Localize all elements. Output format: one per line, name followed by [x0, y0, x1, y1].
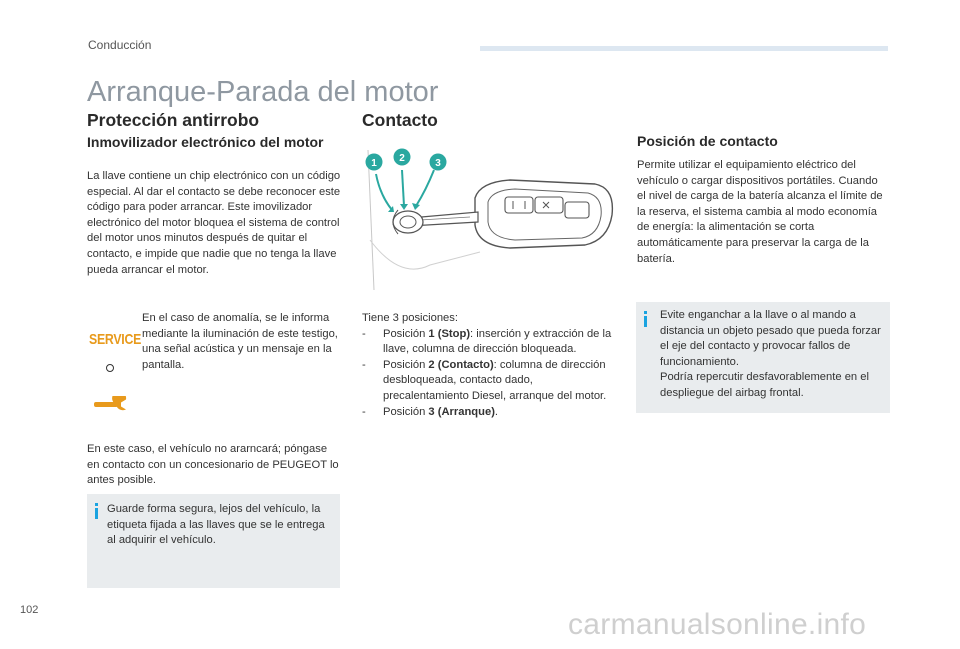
paragraph-contact-position: Permite utilizar el equipamiento eléctrico del vehículo o cargar dispositivos portátiles. Cuando el nivel de carga de la batería alcanza el límite de la reserva, el sistema cambia al modo economía de energía: la alimentación se corta automáticamente para preservar la carga de la batería.: [637, 159, 883, 265]
positions-list: [362, 327, 612, 421]
callout-3: 3: [435, 158, 441, 169]
service-warning-icon: SERVICE: [89, 331, 142, 348]
heading-contact: Contacto: [362, 110, 438, 130]
note-key-text: Evite enganchar a la llave o al mando a distancia un objeto pesado que pueda forzar el eje del contacto y provocar fallos de funcionamiento. Podría repercutir desfavorablemente en el despliegue del airbag frontal.: [660, 309, 881, 399]
anomaly-text: En el caso de anomalía, se le informa mediante la iluminación de este testigo, una señal acústica y un mensaje en la pantalla.: [142, 312, 338, 371]
list-item: - Posición 1 (Stop): inserción y extracción de la llave, columna de dirección bloqueada.: [362, 327, 612, 356]
paragraph-dealer: En este caso, el vehículo no ararncará; póngase en contacto con un concesionario de PEUGEOT lo antes posible.: [87, 443, 339, 487]
positions-intro: Tiene 3 posiciones:: [362, 312, 458, 324]
list-item: - Posición 3 (Arranque).: [362, 405, 499, 418]
info-icon: [95, 508, 98, 519]
key-illustration: [360, 140, 620, 310]
list-item: - Posición 2 (Contacto): columna de dirección desbloqueada, contacto dado, precalentamiento Diesel, arranque del motor.: [362, 358, 607, 402]
paragraph-immobilizer: La llave contiene un chip electrónico con un código especial. Al dar el contacto se debe reconocer este código para poder arrancar. Este imovilizador electrónico del motor bloquea el sistema de control del motor unos minutos después de quitar el contacto, e impide que nadie que no tenga la llave pueda arrancar el motor.: [87, 170, 341, 276]
page-title: Arranque-Parada del motor: [87, 76, 439, 108]
heading-contact-position: Posición de contacto: [637, 133, 778, 149]
heading-antitheft: Protección antirrobo: [87, 110, 260, 130]
note-label-text: Guarde forma segura, lejos del vehículo, la etiqueta fijada a las llaves que se le entrega al adquirir el vehículo.: [107, 503, 325, 547]
subheading-immobilizer: Inmovilizador electrónico del motor: [87, 134, 324, 150]
small-circle-icon: [106, 364, 114, 372]
positions-block: [362, 311, 612, 420]
note-box-key: [636, 302, 890, 413]
page-number: 102: [20, 604, 39, 616]
watermark: carmanualsonline.info: [568, 608, 867, 641]
section-label: Conducción: [88, 38, 152, 52]
info-icon: [644, 316, 647, 327]
note-box-label: [87, 494, 340, 588]
callout-1: 1: [371, 158, 377, 169]
callout-2: 2: [399, 153, 405, 164]
header-bar: [480, 46, 888, 51]
wrench-icon: [94, 396, 128, 417]
